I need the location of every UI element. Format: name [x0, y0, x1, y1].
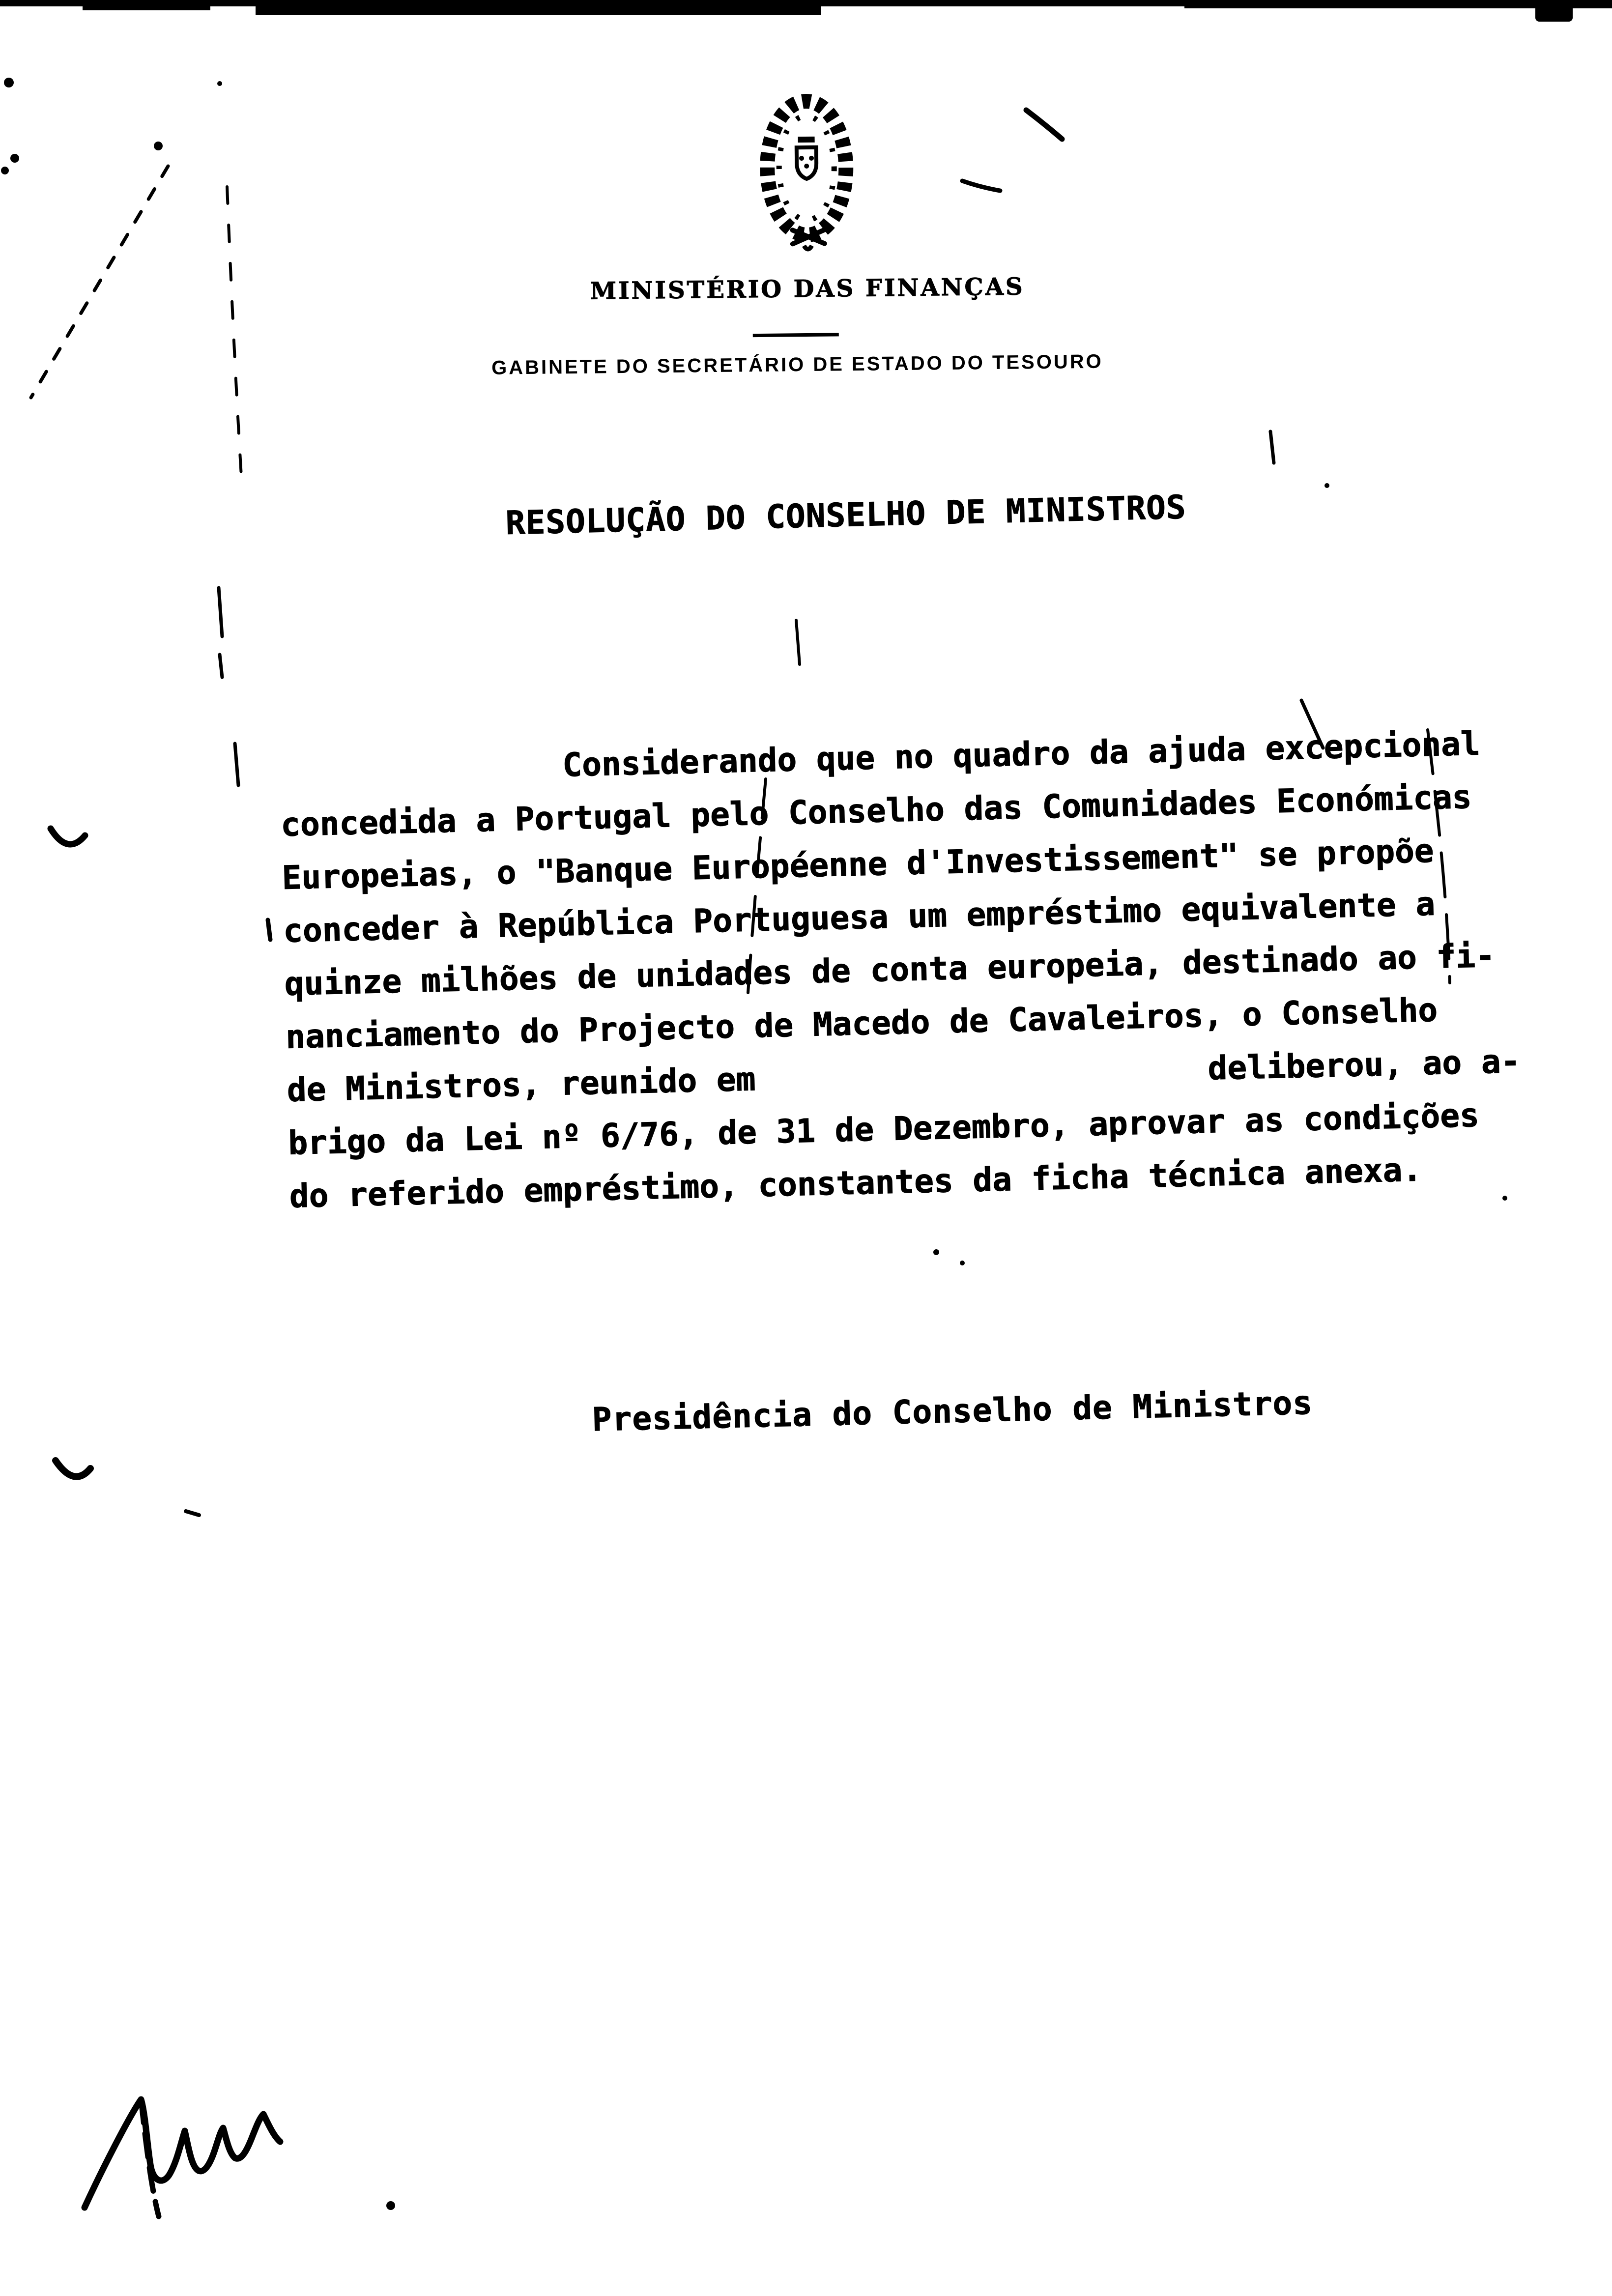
ministry-name: MINISTÉRIO DAS FINANÇAS	[590, 273, 1025, 305]
paragraph-line: concedida a Portugal pelo Conselho das Comunidades Económicas	[280, 777, 1472, 844]
paragraph-line: brigo da Lei nº 6/76, de 31 de Dezembro, aprovar as condições	[288, 1096, 1480, 1162]
paragraph-line: Considerando que no quadro da ajuda excepcional	[562, 724, 1481, 784]
paragraph-line: Europeias, o "Banque Européenne d'Investissement" se propõe	[281, 832, 1435, 897]
document-title: RESOLUÇÃO DO CONSELHO DE MINISTROS	[505, 488, 1187, 543]
paragraph-line: quinze milhões de unidades de conta europeia, destinado ao fi-	[284, 936, 1496, 1003]
line-right-part: deliberou, ao a-	[1207, 1042, 1521, 1088]
body-paragraph	[279, 717, 1523, 1223]
office-name: GABINETE DO SECRETÁRIO DE ESTADO DO TESOURO	[491, 350, 1103, 379]
paragraph-line: conceder à República Portuguesa um empréstimo equivalente a	[283, 885, 1436, 950]
closing-line: Presidência do Conselho de Ministros	[591, 1383, 1313, 1439]
line-left-part: de Ministros, reunido em	[287, 1060, 756, 1109]
paragraph-line: do referido empréstimo, constantes da ficha técnica anexa.	[289, 1150, 1422, 1215]
paragraph-line: nanciamento do Projecto de Macedo de Cavaleiros, o Conselho	[285, 991, 1439, 1056]
